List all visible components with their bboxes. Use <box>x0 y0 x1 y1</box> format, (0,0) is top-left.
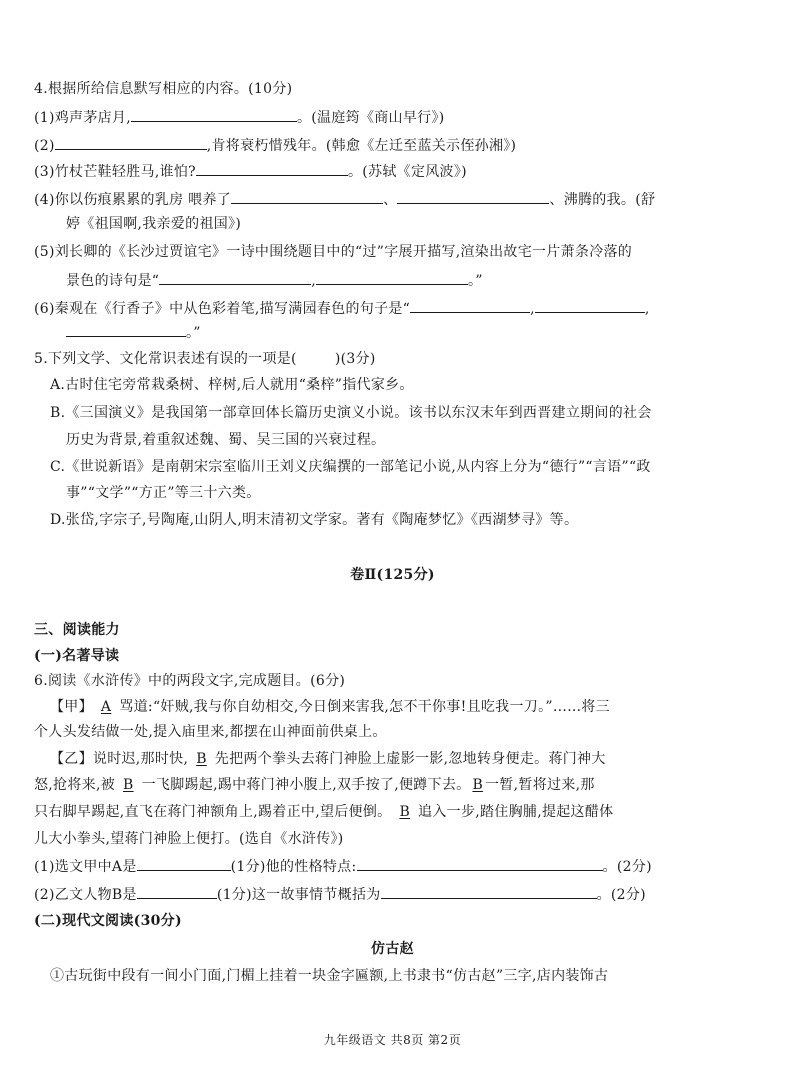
q5-option-d: D.张岱,字宗子,号陶庵,山阴人,明末清初文学家。著有《陶庵梦忆》《西湖梦寻》等。 <box>50 512 579 528</box>
section-title: 卷Ⅱ(125分) <box>350 567 435 583</box>
q6-passage-yi-cont: 只右脚早踢起,直飞在蒋门神额角上,踢着正中,望后便倒。 B 追入一步,踏住胸脯,提起这醋体 <box>34 804 614 820</box>
answer-blank[interactable] <box>66 322 186 337</box>
answer-blank[interactable] <box>535 298 645 313</box>
q6-passage-jia: 【甲】 A 骂道:“奸贼,我与你自幼相交,今日倒来害我,怎不干你事!且吃我一刀。”……将三 <box>50 699 611 715</box>
answer-blank[interactable] <box>196 161 348 176</box>
q6-passage-yi: 【乙】说时迟,那时快, B 先把两个拳头去蒋门神脸上虚影一影,忽地转身便走。蒋门神大 <box>50 751 606 767</box>
q5-option-c-cont: 事”“文学”“方正”等三十六类。 <box>66 485 261 501</box>
answer-blank[interactable] <box>381 884 597 899</box>
subsection-title: (一)名著导读 <box>34 648 120 664</box>
answer-blank[interactable] <box>159 270 311 285</box>
q4-item-4-cont: 婷《祖国啊,我亲爱的祖国》) <box>66 216 242 232</box>
q4-item-6-cont: 。” <box>66 322 755 343</box>
q4-item-5-cont: 景色的诗句是“ , 。” <box>66 270 755 291</box>
q5-option-a: A.古时住宅旁常栽桑树、梓树,后人就用“桑梓”指代家乡。 <box>50 377 414 393</box>
q6-sub-2: (2)乙文人物B是 (1分)这一故事情节概括为 。(2分) <box>34 884 755 905</box>
answer-blank[interactable] <box>316 270 468 285</box>
answer-blank[interactable] <box>55 135 207 150</box>
q6-title: 6.阅读《水浒传》中的两段文字,完成题目。(6分) <box>34 673 346 689</box>
answer-blank[interactable] <box>410 298 530 313</box>
article-paragraph: ①古玩街中段有一间小门面,门楣上挂着一块金字匾额,上书隶书“仿古赵”三字,店内装饰古 <box>50 968 609 984</box>
q5-option-c: C.《世说新语》是南朝宋宗室临川王刘义庆编撰的一部笔记小说,从内容上分为“德行”“言语”“政 <box>50 459 651 475</box>
answer-blank[interactable] <box>137 856 231 871</box>
q4-title: 4.根据所给信息默写相应的内容。(10分) <box>34 81 293 97</box>
q5-title: 5.下列文学、文化常识表述有误的一项是( )(3分) <box>34 351 376 367</box>
part-title: 三、阅读能力 <box>34 622 120 638</box>
answer-blank[interactable] <box>137 884 217 899</box>
answer-blank[interactable] <box>231 189 383 204</box>
answer-blank[interactable] <box>357 856 603 871</box>
q6-passage-yi-cont: 儿大小拳头,望蒋门神脸上便打。(选自《水浒传》) <box>34 831 344 847</box>
q4-item-5: (5)刘长卿的《长沙过贾谊宅》一诗中围绕题目中的“过”字展开描写,渲染出故宅一片萧条冷落的 <box>34 244 633 260</box>
q6-passage-yi-cont: 怒,抢将来,被 B 一飞脚踢起,踢中蒋门神小腹上,双手按了,便蹲下去。 B 一暂,暂将过来,那 <box>34 777 595 793</box>
q4-item-4: (4)你以伤痕累累的乳房 喂养了 、 、沸腾的我。(舒 <box>34 189 755 210</box>
subsection-title: (二)现代文阅读(30分) <box>34 913 182 929</box>
q6-sub-1: (1)选文甲中A是 (1分)他的性格特点: 。(2分) <box>34 856 755 877</box>
q4-item-3: (3)竹杖芒鞋轻胜马,谁怕? 。(苏轼《定风波》) <box>34 161 755 182</box>
q5-option-b: B.《三国演义》是我国第一部章回体长篇历史演义小说。该书以东汉末年到西晋建立期间的社会 <box>50 405 652 421</box>
page-footer: 九年级语文 共8页 第2页 <box>323 1033 462 1047</box>
article-title: 仿古赵 <box>371 941 414 957</box>
answer-blank[interactable] <box>131 107 297 122</box>
q5-option-b-cont: 历史为背景,着重叙述魏、蜀、吴三国的兴衰过程。 <box>66 432 386 448</box>
answer-blank[interactable] <box>397 189 549 204</box>
q6-passage-jia-cont: 个人头发结做一处,提入庙里来,都摆在山神面前供桌上。 <box>34 724 387 740</box>
q4-item-2: (2) ,肯将衰朽惜残年。(韩愈《左迁至蓝关示侄孙湘》) <box>34 135 755 156</box>
q4-item-6: (6)秦观在《行香子》中从色彩着笔,描写满园春色的句子是“ , , <box>34 298 755 319</box>
q4-item-1: (1)鸡声茅店月, 。(温庭筠《商山早行》) <box>34 107 755 128</box>
